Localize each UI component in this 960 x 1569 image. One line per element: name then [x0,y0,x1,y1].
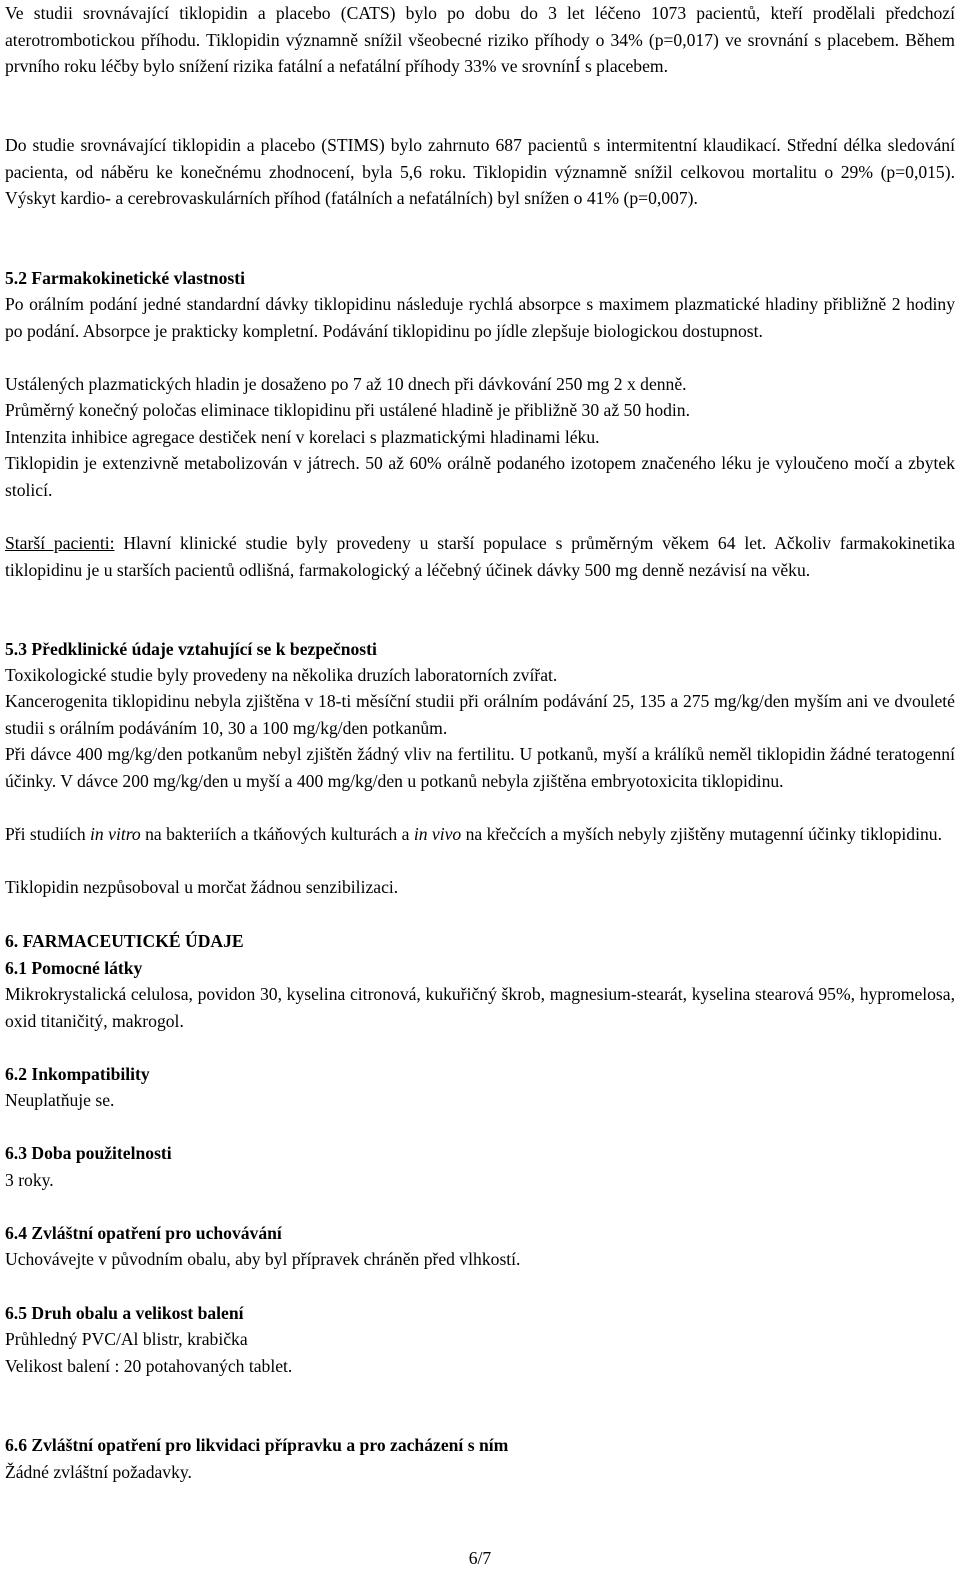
in-vivo-term: in vivo [413,824,462,844]
pk-metabolism-paragraph: Tiklopidin je extenzivně metabolizován v játrech. 50 až 60% orálně podaného izotopem značeného léku je vyloučeno močí a zbytek stolicí. [5,453,955,500]
shelf-life-text: 3 roky. [5,1170,54,1190]
packaging-text: Průhledný PVC/Al blistr, krabička [5,1329,248,1349]
elderly-patients-paragraph [5,530,955,583]
mutagenicity-paragraph [5,821,955,848]
section-6-heading: 6. FARMACEUTICKÉ ÚDAJE [5,931,244,951]
cats-study-paragraph: Ve studii srovnávající tiklopidin a placebo (CATS) bylo po dobu do 3 let léčeno 1073 pacientů, kteří prodělali předchozí aterotrombotickou příhodu. Tiklopidin významně snížil všeobecné riziko příhody o 34% (p=0,017) ve srovnání s placebem. Během prvního roku léčby bylo snížení rizika fatální a nefatální příhody 33% ve srovnínÍ s placebem. [5,3,955,77]
section-6-3-heading: 6.3 Doba použitelnosti [5,1143,172,1163]
elderly-patients-text: Hlavní klinické studie byly provedeny u starší populace s průměrným věkem 64 let. Ačkoliv farmakokinetika tiklopidinu je u starších pacientů odlišná, farmakologický a léčebný účinek dávky 500 mg denně nezávisí na věku. [5,533,955,580]
page-number: 6/7 [468,1548,492,1568]
section-6-1-heading: 6.1 Pomocné látky [5,958,143,978]
pack-size-text: Velikost balení : 20 potahovaných tablet. [5,1356,293,1376]
section-6-5-heading: 6.5 Druh obalu a velikost balení [5,1303,244,1323]
section-6-6-heading: 6.6 Zvláštní opatření pro likvidaci přípravku a pro zacházení s ním [5,1435,509,1455]
section-5-2-heading: 5.2 Farmakokinetické vlastnosti [5,268,245,288]
mutagenicity-text-a: Při studiích [5,824,91,844]
mutagenicity-text-b: na bakteriích a tkáňových kulturách a [140,824,414,844]
mutagenicity-text-c: na křečcích a myších nebyly zjištěny mutagenní účinky tiklopidinu. [461,824,942,844]
disposal-text: Žádné zvláštní požadavky. [5,1462,192,1482]
elderly-patients-label: Starší pacienti: [5,533,115,553]
carcinogenicity-paragraph: Kancerogenita tiklopidinu nebyla zjištěna v 18-ti měsíční studii při orálním podávání 25, 135 a 275 mg/kg/den myším ani ve dvouleté studii s orálním podáváním 10, 30 a 100 mg/kg/den potkanům. [5,691,955,738]
sensitization-paragraph: Tiklopidin nezpůsoboval u morčat žádnou senzibilizaci. [5,877,399,897]
excipients-text: Mikrokrystalická celulosa, povidon 30, kyselina citronová, kukuřičný škrob, magnesium-stearát, kyselina stearová 95%, hypromelosa, oxid titaničitý, makrogol. [5,984,955,1031]
incompatibilities-text: Neuplatňuje se. [5,1090,115,1110]
stims-study-paragraph: Do studie srovnávající tiklopidin a placebo (STIMS) bylo zahrnuto 687 pacientů s intermitentní klaudikací. Střední délka sledování pacienta, od náběru ke konečnému zhodnocení, byla 5,6 roku. Tiklopidin významně snížil celkovou mortalitu o 29% (p=0,015). Výskyt kardio- a cerebrovaskulárních příhod (fatálních a nefatálních) byl snížen o 41% (p=0,007). [5,135,955,209]
section-6-2-heading: 6.2 Inkompatibility [5,1064,150,1084]
fertility-paragraph: Při dávce 400 mg/kg/den potkanům nebyl zjištěn žádný vliv na fertilitu. U potkanů, myší a králíků neměl tiklopidin žádné teratogenní účinky. V dávce 200 mg/kg/den u myší a 400 mg/kg/den u potkanů nebyla zjištěna embryotoxicita tiklopidinu. [5,744,955,791]
pk-steady-state-paragraph: Ustálených plazmatických hladin je dosaženo po 7 až 10 dnech při dávkování 250 mg 2 x denně. [5,374,687,394]
pk-half-life-paragraph: Průměrný konečný poločas eliminace tiklopidinu při ustálené hladině je přibližně 30 až 50 hodin. [5,400,690,420]
section-6-4-heading: 6.4 Zvláštní opatření pro uchovávání [5,1223,282,1243]
pk-inhibition-paragraph: Intenzita inhibice agregace destiček není v korelaci s plazmatickými hladinami léku. [5,427,600,447]
in-vitro-term: in vitro [90,824,141,844]
pk-absorption-paragraph: Po orálním podání jedné standardní dávky tiklopidinu následuje rychlá absorpce s maximem plazmatické hladiny přibližně 2 hodiny po podání. Absorpce je prakticky kompletní. Podávání tiklopidinu po jídle zlepšuje biologickou dostupnost. [5,294,955,341]
section-5-3-heading: 5.3 Předklinické údaje vztahující se k bezpečnosti [5,639,377,659]
storage-text: Uchovávejte v původním obalu, aby byl přípravek chráněn před vlhkostí. [5,1249,521,1269]
toxicology-paragraph: Toxikologické studie byly provedeny na několika druzích laboratorních zvířat. [5,665,558,685]
